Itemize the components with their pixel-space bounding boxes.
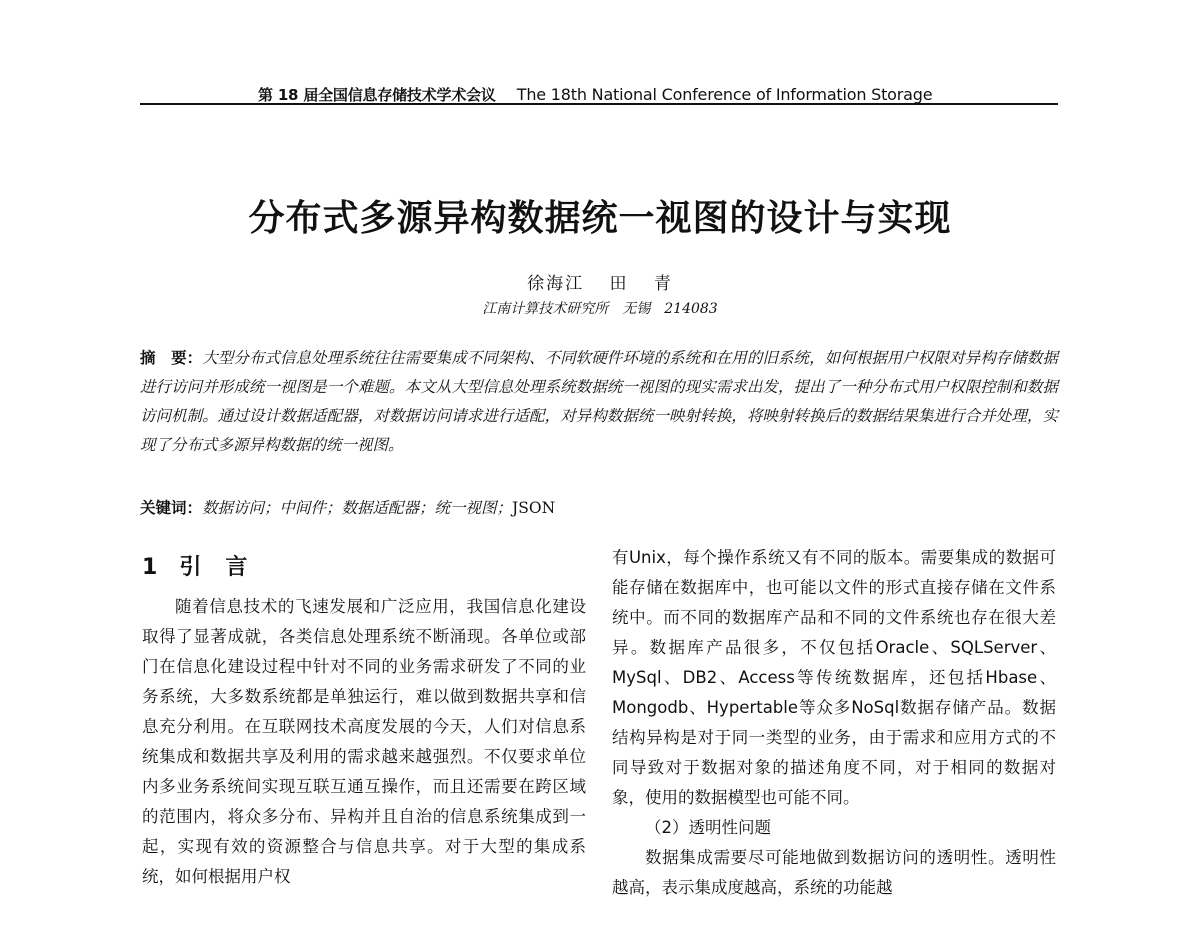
abstract	[140, 344, 1058, 460]
abstract-label: 摘 要：	[140, 349, 203, 367]
section-title-part2: 言	[225, 555, 248, 580]
keywords-text: 数据访问；中间件；数据适配器；统一视图；	[202, 499, 513, 517]
keywords	[140, 494, 1058, 523]
affiliation-city: 无锡	[622, 301, 651, 317]
conference-name-cn: 第 18 届全国信息存储技术学术会议	[258, 86, 496, 104]
left-column	[142, 548, 586, 892]
keywords-label: 关键词：	[140, 499, 203, 517]
running-header	[258, 84, 932, 105]
abstract-text: 大型分布式信息处理系统往往需要集成不同架构、不同软硬件环境的系统和在用的旧系统，如何根据用户权限对异构存储数据进行访问并形成统一视图是一个难题。本文从大型信息处理系统数据统一视图的现实需求出发，提出了一种分布式用户权限控制和数据访问机制。通过设计数据适配器，对数据访问请求进行适配，对异构数据统一映射转换，将映射转换后的数据结果集进行合并处理，实现了分布式多源异构数据的统一视图。	[140, 349, 1058, 454]
header-rule	[140, 103, 1058, 105]
paper-title: 分布式多源异构数据统一视图的设计与实现	[248, 198, 952, 239]
intro-paragraph: 随着信息技术的飞速发展和广泛应用，我国信息化建设取得了显著成就，各类信息处理系统不断涌现。各单位或部门在信息化建设过程中针对不同的业务需求研发了不同的业务系统，大多数系统都是单独运行，难以做到数据共享和信息充分利用。在互联网技术高度发展的今天，人们对信息系统集成和数据共享及利用的需求越来越强烈。不仅要求单位内多业务系统间实现互联互通互操作，而且还需要在跨区域的范围内，将众多分布、异构并且自治的信息系统集成到一起，实现有效的资源整合与信息共享。对于大型的集成系统，如何根据用户权	[142, 597, 586, 886]
section-title-part1: 引	[179, 555, 202, 580]
paper-affiliation	[0, 298, 1200, 318]
section-number: 1	[142, 555, 158, 580]
subheading-transparency: （2）透明性问题	[645, 818, 771, 837]
keywords-text-en: JSON	[512, 499, 556, 517]
affiliation-postcode: 214083	[664, 301, 718, 317]
right-column	[612, 543, 1056, 903]
paper-authors: 徐海江 田 青	[527, 274, 673, 294]
section-heading-introduction	[142, 548, 586, 592]
transparency-paragraph: 数据集成需要尽可能地做到数据访问的透明性。透明性越高，表示集成度越高，系统的功能越	[612, 848, 1056, 897]
affiliation-institute: 江南计算技术研究所	[482, 301, 609, 317]
conference-name-en: The 18th National Conference of Information Storage	[516, 85, 933, 104]
heterogeneity-paragraph: 有Unix，每个操作系统又有不同的版本。需要集成的数据可能存储在数据库中，也可能以文件的形式直接存储在文件系统中。而不同的数据库产品和不同的文件系统也存在很大差异。数据库产品很多，不仅包括Oracle、SQLServer、MySql、DB2、Access等传统数据库，还包括Hbase、Mongodb、Hypertable等众多NoSql数据存储产品。数据结构异构是对于同一类型的业务，由于需求和应用方式的不同导致对于数据对象的描述角度不同，对于相同的数据对象，使用的数据模型也可能不同。	[612, 548, 1056, 807]
